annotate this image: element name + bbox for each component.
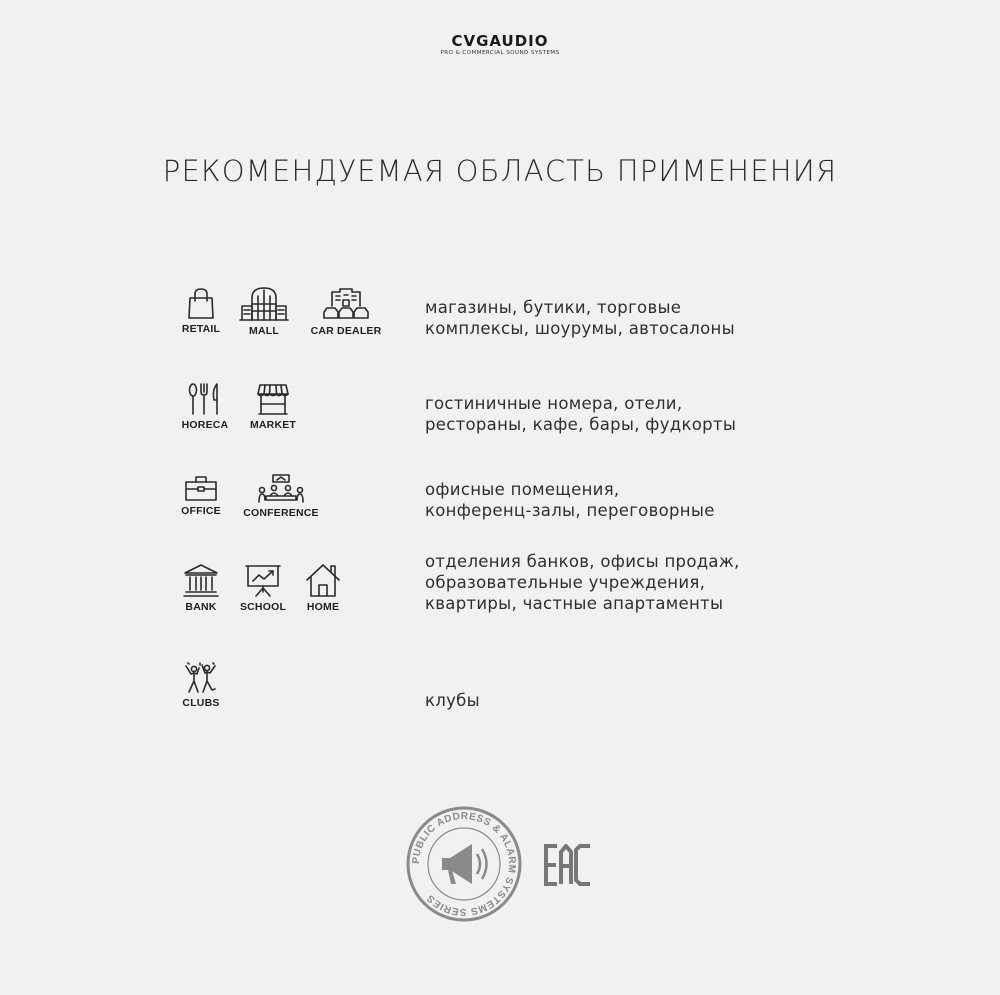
icon-label: HORECA xyxy=(181,419,229,431)
application-description xyxy=(425,690,480,711)
description-line: отделения банков, офисы продаж, xyxy=(425,552,740,571)
car-dealer-icon xyxy=(322,286,370,322)
description-line: магазины, бутики, торговые xyxy=(425,298,682,317)
icon-cell-home xyxy=(275,562,371,613)
description-line: конференц-залы, переговорные xyxy=(425,501,715,520)
icon-label: RETAIL xyxy=(181,323,221,335)
public-address-seal xyxy=(406,806,522,922)
icon-label: MARKET xyxy=(249,419,297,431)
icon-label: MALL xyxy=(249,325,279,337)
application-description xyxy=(425,297,735,339)
description-line: клубы xyxy=(425,691,480,710)
logo-subtitle: PRO & COMMERCIAL SOUND SYSTEMS xyxy=(440,50,560,56)
icon-label: CLUBS xyxy=(182,697,220,709)
icon-cell-conference xyxy=(233,474,329,519)
conference-icon xyxy=(258,474,304,504)
description-line: гостиничные номера, отели, xyxy=(425,394,683,413)
description-line: образовательные учреждения, xyxy=(425,573,706,592)
briefcase-icon xyxy=(183,474,219,502)
megaphone-icon xyxy=(442,844,487,884)
market-stall-icon xyxy=(256,382,290,416)
icon-label: CONFERENCE xyxy=(243,507,319,519)
icon-label: SCHOOL xyxy=(239,601,287,613)
application-description xyxy=(425,393,736,435)
eac-mark-icon xyxy=(544,844,592,886)
application-description xyxy=(425,551,740,614)
dancers-icon xyxy=(184,662,218,694)
icon-cell-car-dealer xyxy=(298,286,394,337)
page-title: РЕКОМЕНДУЕМАЯ ОБЛАСТЬ ПРИМЕНЕНИЯ xyxy=(162,154,838,188)
description-line: рестораны, кафе, бары, фудкорты xyxy=(425,415,737,434)
brand-logo xyxy=(0,34,1000,56)
house-icon xyxy=(305,562,341,598)
mall-icon xyxy=(238,286,290,322)
seal-ring-text: PUBLIC ADDRESS & ALARM SYSTEMS SERIES xyxy=(410,810,518,918)
logo-wordmark: CVGAUDIO xyxy=(451,32,549,50)
icon-label: OFFICE xyxy=(181,505,221,517)
description-line: квартиры, частные апартаменты xyxy=(425,594,724,613)
cutlery-icon xyxy=(187,382,223,416)
application-description xyxy=(425,479,715,521)
icon-label: HOME xyxy=(306,601,340,613)
icon-cell-clubs xyxy=(153,662,249,709)
description-line: офисные помещения, xyxy=(425,480,620,499)
description-line: комплексы, шоурумы, автосалоны xyxy=(425,319,735,338)
icon-label: CAR DEALER xyxy=(310,325,382,337)
icon-label: BANK xyxy=(185,601,217,613)
icon-cell-market xyxy=(225,382,321,431)
bag-icon xyxy=(184,286,218,320)
